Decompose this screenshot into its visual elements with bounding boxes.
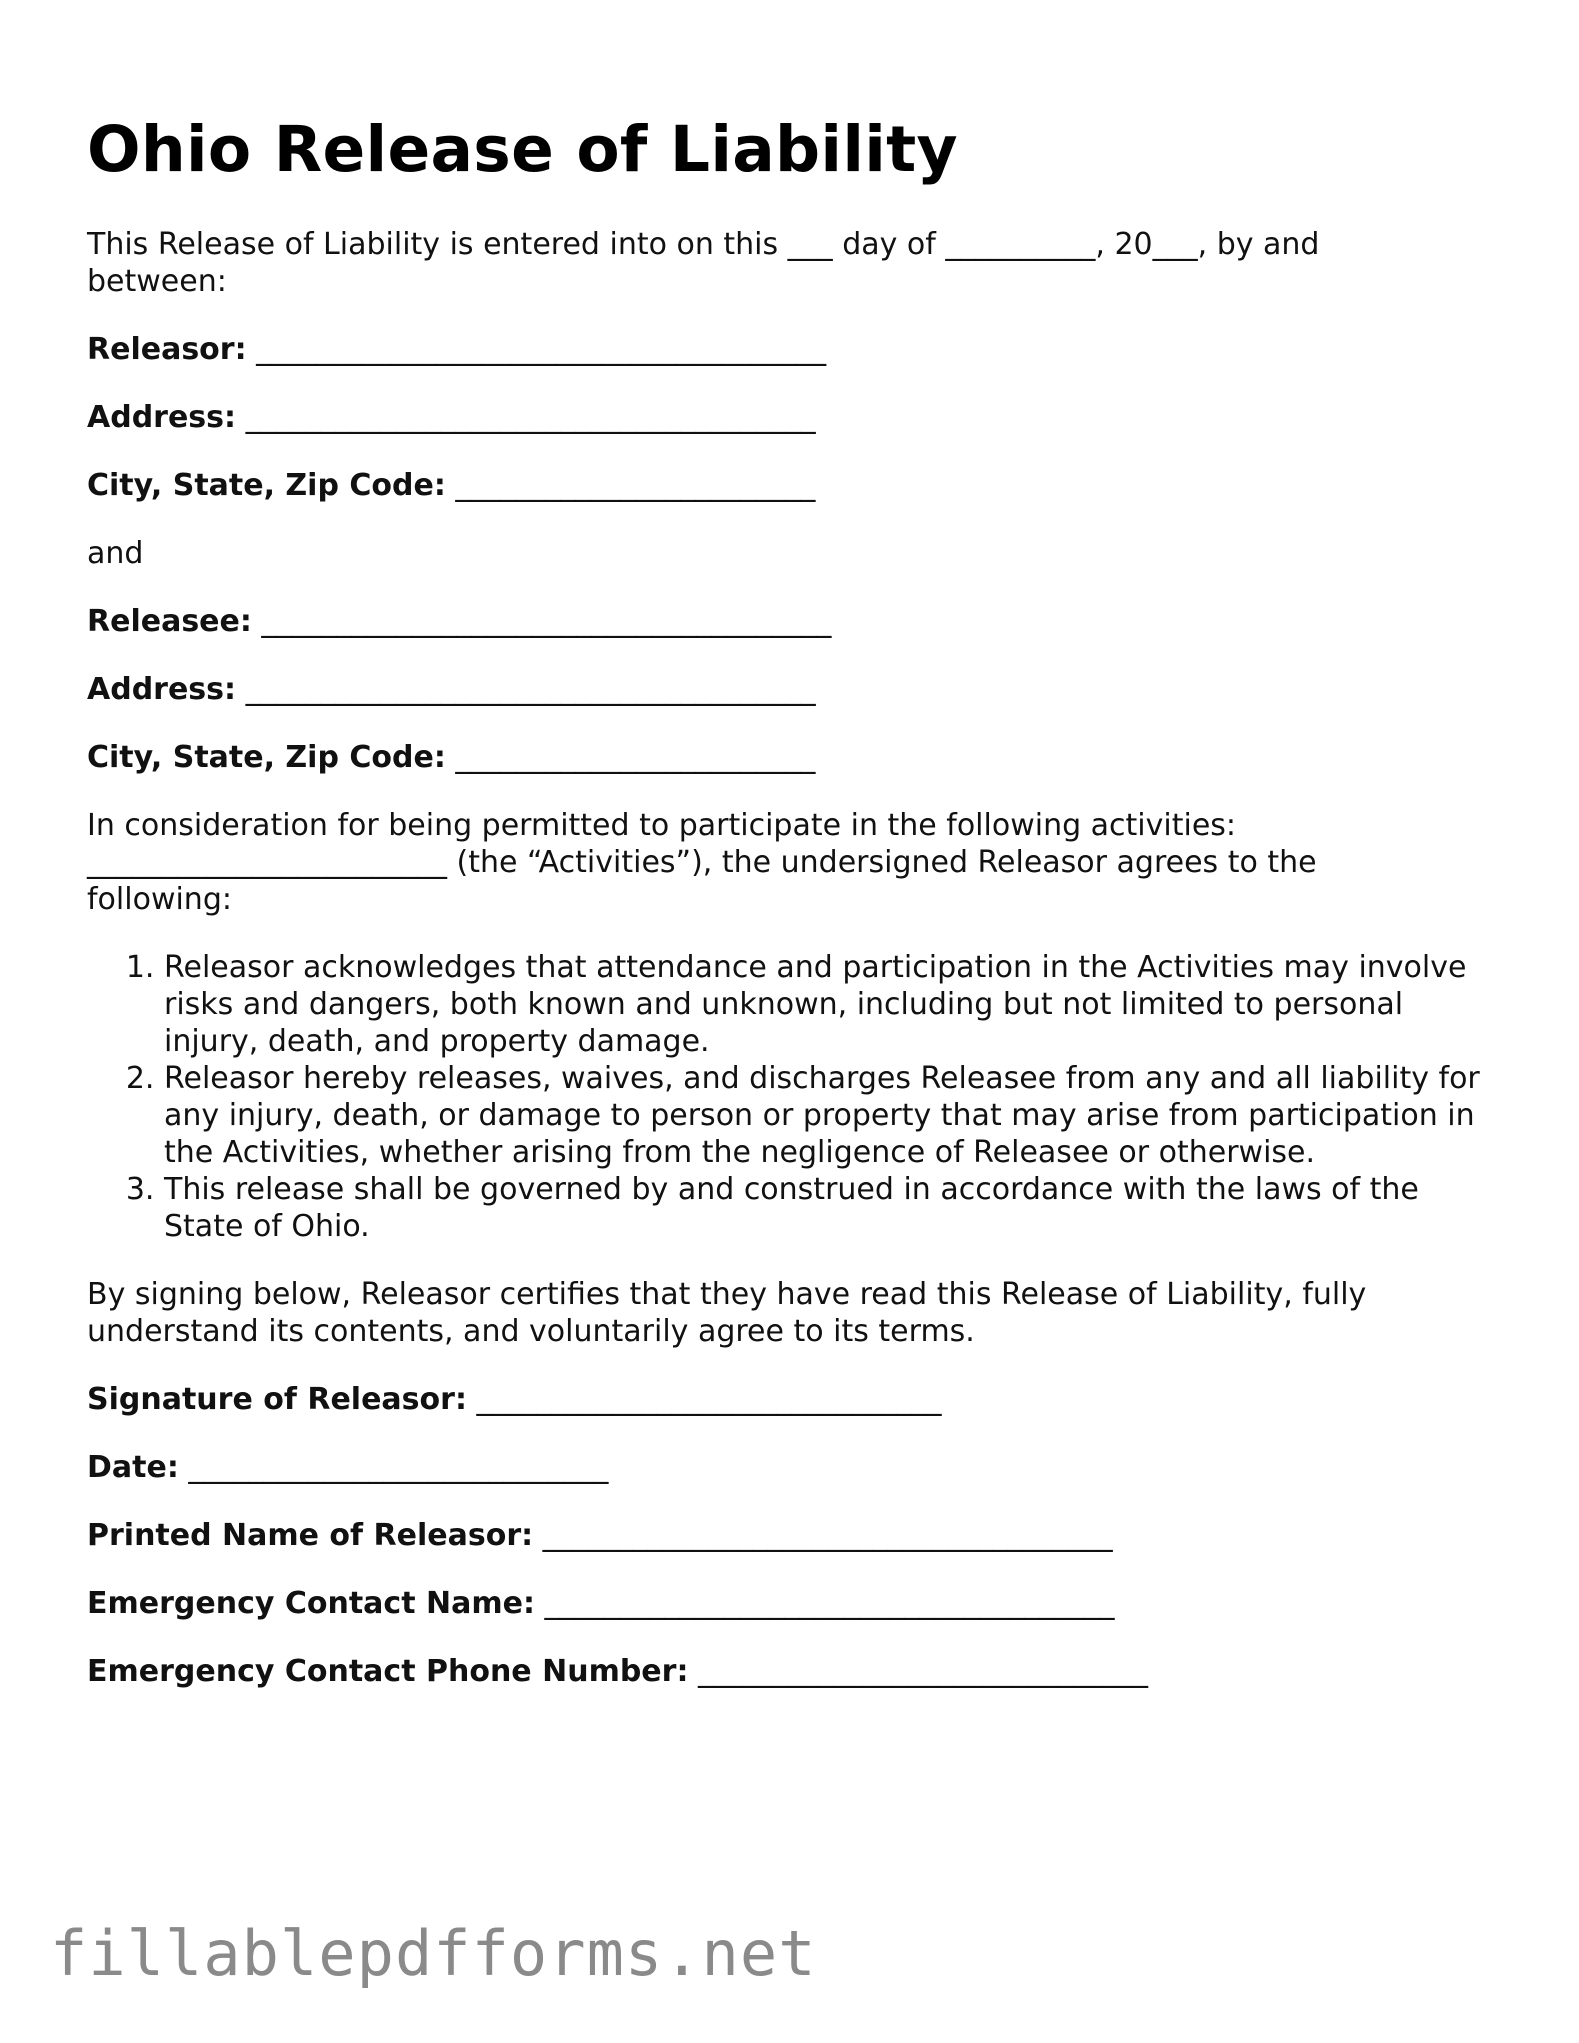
intro-paragraph: This Release of Liability is entered into on this ___ day of __________, 20___, by and between: bbox=[87, 227, 1320, 299]
term-item: 1. Releasor acknowledges that attendance and participation in the Activities may involve risks and dangers, both known and unknown, including but not limited to personal injury, death, and property damage. bbox=[164, 949, 1484, 1060]
releasor-name-label: Releasor: bbox=[87, 332, 247, 367]
term-item: 2. Releasor hereby releases, waives, and discharges Releasee from any and all liability for any injury, death, or damage to person or property that may arise from participation in the Activities, whether arising from the negligence of Releasee or otherwise. bbox=[164, 1060, 1484, 1171]
releasee-name-field[interactable] bbox=[87, 603, 1487, 640]
terms-list bbox=[87, 949, 1484, 1245]
releasor-address-label: Address: bbox=[87, 400, 237, 435]
signature-field[interactable] bbox=[87, 1381, 1487, 1418]
watermark: fillablepdfforms.net bbox=[50, 1917, 817, 1990]
releasee-name-blank[interactable]: ______________________________________ bbox=[261, 604, 832, 639]
signature-label: Signature of Releasor: bbox=[87, 1382, 467, 1417]
releasor-address-blank[interactable]: ______________________________________ bbox=[245, 400, 816, 435]
releasee-city-field[interactable] bbox=[87, 739, 1487, 776]
releasor-address-field[interactable] bbox=[87, 399, 1487, 436]
releasor-city-blank[interactable]: ________________________ bbox=[455, 468, 816, 503]
emergency-contact-phone-label: Emergency Contact Phone Number: bbox=[87, 1654, 689, 1689]
and-separator: and bbox=[87, 536, 144, 571]
date-label: Date: bbox=[87, 1450, 179, 1485]
releasee-address-label: Address: bbox=[87, 672, 237, 707]
document-page bbox=[87, 106, 1487, 1690]
releasee-city-label: City, State, Zip Code: bbox=[87, 740, 446, 775]
emergency-contact-name-blank[interactable]: ______________________________________ bbox=[544, 1586, 1115, 1621]
releasee-name-label: Releasee: bbox=[87, 604, 252, 639]
emergency-contact-name-field[interactable] bbox=[87, 1585, 1487, 1622]
releasee-city-blank[interactable]: ________________________ bbox=[455, 740, 816, 775]
certification-paragraph: By signing below, Releasor certifies that they have read this Release of Liability, fully understand its contents, and voluntarily agree to its terms. bbox=[87, 1277, 1367, 1349]
consideration-paragraph: In consideration for being permitted to participate in the following activities: ________________________ (the “Activities”), the undersigned Releasor agrees to the following: bbox=[87, 808, 1317, 917]
term-item: 3. This release shall be governed by and construed in accordance with the laws of the State of Ohio. bbox=[164, 1171, 1484, 1245]
releasor-name-field[interactable] bbox=[87, 331, 1487, 368]
date-blank[interactable]: ____________________________ bbox=[188, 1450, 609, 1485]
signature-blank[interactable]: _______________________________ bbox=[476, 1382, 942, 1417]
emergency-contact-phone-field[interactable] bbox=[87, 1653, 1487, 1690]
releasee-address-blank[interactable]: ______________________________________ bbox=[245, 672, 816, 707]
releasee-address-field[interactable] bbox=[87, 671, 1487, 708]
releasor-name-blank[interactable]: ______________________________________ bbox=[256, 332, 827, 367]
releasor-city-field[interactable] bbox=[87, 467, 1487, 504]
emergency-contact-name-label: Emergency Contact Name: bbox=[87, 1586, 535, 1621]
releasor-city-label: City, State, Zip Code: bbox=[87, 468, 446, 503]
printed-name-label: Printed Name of Releasor: bbox=[87, 1518, 534, 1553]
emergency-contact-phone-blank[interactable]: ______________________________ bbox=[697, 1654, 1148, 1689]
printed-name-field[interactable] bbox=[87, 1517, 1487, 1554]
document-title: Ohio Release of Liability bbox=[87, 113, 958, 186]
printed-name-blank[interactable]: ______________________________________ bbox=[542, 1518, 1113, 1553]
date-field[interactable] bbox=[87, 1449, 1487, 1486]
